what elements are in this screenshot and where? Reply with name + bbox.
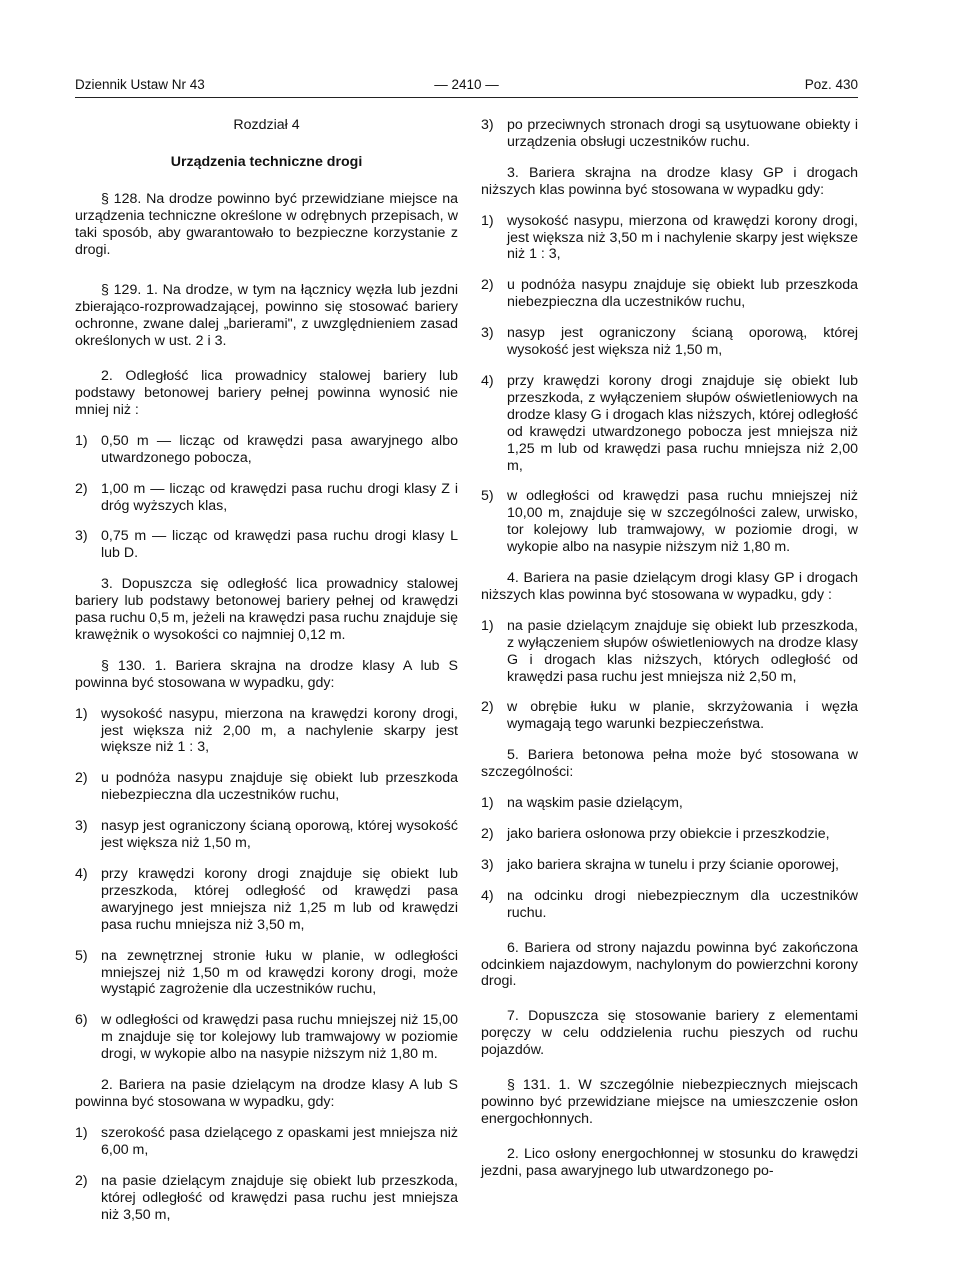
list-item: [481, 618, 858, 686]
paragraph-129-2: 2. Odległość lica prowadnicy stalowej bariery lub podstawy betonowej bariery pełnej powinna wynosić nie mniej niż :: [75, 368, 458, 418]
paragraph-131-2: 2. Lico osłony energochłonnej w stosunku do krawędzi jezdni, pasa awaryjnego lub utwardzonego po-: [481, 1145, 858, 1179]
list-item: [481, 325, 858, 359]
list-item: [75, 433, 458, 467]
list-item: [481, 488, 858, 556]
list-text: na pasie dzielącym znajduje się obiekt lub przeszkoda, z wyłączeniem słupów oświetleniowych na drodze klasy G i drogach klas niższych, których odległość od krawędzi pasa ruchu jest mniejsza niż 2,50 m,: [507, 617, 858, 685]
header-rule: [75, 97, 858, 98]
list-number: 3): [75, 528, 88, 545]
list-number: 2): [481, 826, 494, 842]
paragraph-131-1: § 131. 1. W szczególnie niebezpiecznych miejscach powinno być przewidziane miejsce na umieszczenie osłon energochłonnych.: [481, 1077, 858, 1127]
paragraph-130-4: 4. Bariera na pasie dzielącym drogi klasy GP i drogach niższych klas powinna być stosowana w wypadku, gdy :: [481, 570, 858, 603]
list-text: na wąskim pasie dzielącym,: [507, 795, 683, 812]
list-text: u podnóża nasypu znajduje się obiekt lub przeszkoda niebezpieczna dla uczestników ruchu,: [507, 277, 858, 311]
paragraph-130-5: 5. Bariera betonowa pełna może być stosowana w szczególności:: [481, 747, 858, 781]
list-item: [481, 373, 858, 474]
list-item: [75, 528, 458, 562]
list-text: na zewnętrznej stronie łuku w planie, w odległości mniejszej niż 1,50 m od krawędzi korony drogi, może wystąpić zagrożenie dla uczestników ruchu,: [101, 947, 458, 998]
list-text: 1,00 m — licząc od krawędzi pasa ruchu drogi klasy Z i dróg wyższych klas,: [101, 480, 458, 514]
list-number: 3): [481, 856, 494, 873]
list-number: 3): [75, 818, 88, 835]
list-text: 0,75 m — licząc od krawędzi pasa ruchu drogi klasy L lub D.: [101, 528, 458, 562]
list-text: nasyp jest ograniczony ścianą oporową, której wysokość jest większa niż 1,50 m,: [101, 818, 458, 852]
list-number: 1): [481, 212, 494, 229]
list-item: [481, 213, 858, 264]
list-item: [75, 1173, 458, 1224]
list-item: [481, 117, 858, 151]
list-item: [481, 826, 858, 843]
list-number: 1): [481, 795, 494, 812]
list-text: wysokość nasypu, mierzona na krawędzi korony drogi, jest większa niż 2,00 m, a nachylenie skarpy jest większe niż 1 : 3,: [101, 705, 458, 756]
right-column: [481, 117, 858, 1194]
list-number: 3): [481, 325, 494, 342]
list-number: 1): [75, 432, 88, 449]
list-item: [75, 866, 458, 934]
list-item: [75, 481, 458, 515]
list-item: [75, 1012, 458, 1063]
list-number: 5): [75, 947, 88, 964]
chapter-title: Urządzenia techniczne drogi: [170, 153, 363, 170]
chapter-number: Rozdział 4: [233, 117, 300, 133]
list-text: w odległości od krawędzi pasa ruchu mniejszej niż 10,00 m, znajduje się w szczególności zalew, urwisko, tor kolejowy lub tramwajowy, w poziomie drogi, w wykopie albo na nasypie niższym niż 1,80 m.: [507, 488, 858, 556]
paragraph-129-3: 3. Dopuszcza się odległość lica prowadnicy stalowej bariery lub podstawy betonowej bariery pełnej od krawędzi pasa ruchu 0,5 m, jeżeli na krawędzi pasa ruchu znajduje się krawężnik o wysokości co najmniej 0,12 m.: [75, 576, 458, 643]
paragraph-130-2: 2. Bariera na pasie dzielącym na drodze klasy A lub S powinna być stosowana w wypadku, gdy:: [75, 1077, 458, 1110]
list-number: 2): [481, 277, 494, 294]
list-item: [75, 1125, 458, 1159]
list-text: na pasie dzielącym znajduje się obiekt lub przeszkoda, której odległość od krawędzi pasa ruchu jest mniejsza niż 3,50 m,: [101, 1172, 458, 1223]
page-header: [75, 77, 858, 97]
list-text: na odcinku drogi niebezpiecznym dla uczestników ruchu.: [507, 887, 858, 921]
paragraph-130-3: 3. Bariera skrajna na drodze klasy GP i drogach niższych klas powinna być stosowana w wypadku gdy:: [481, 164, 858, 198]
list-number: 4): [481, 887, 494, 904]
paragraph-128: § 128. Na drodze powinno być przewidziane miejsce na urządzenia techniczne określone w odrębnych przepisach, w taki sposób, aby gwarantowało to bezpieczne korzystanie z drogi.: [75, 190, 458, 258]
left-column: [75, 117, 458, 1237]
list-text: przy krawędzi korony drogi znajduje się obiekt lub przeszkoda, z wyłączeniem słupów oświetleniowych na drodze klasy G i drogach klas niższych, której odległość od krawędzi utwardzonego pobocza jest mniejsza niż 1,25 m lub od krawędzi pasa ruchu mniejsza niż 2,00 m,: [507, 372, 858, 474]
list-text: szerokość pasa dzielącego z opaskami jest mniejsza niż 6,00 m,: [101, 1124, 458, 1158]
list-item: [75, 818, 458, 852]
position-number: Poz. 430: [804, 77, 858, 92]
list-number: 4): [75, 866, 88, 882]
journal-title: Dziennik Ustaw Nr 43: [75, 77, 205, 92]
list-number: 1): [481, 617, 494, 634]
page-number: — 2410 —: [434, 77, 499, 92]
list-item: [75, 706, 458, 757]
paragraph-130-1: § 130. 1. Bariera skrajna na drodze klasy A lub S powinna być stosowana w wypadku, gdy:: [75, 657, 458, 691]
list-item: [481, 277, 858, 311]
list-text: nasyp jest ograniczony ścianą oporową, której wysokość jest większa niż 1,50 m,: [507, 325, 858, 359]
list-item: [481, 699, 858, 733]
list-number: 2): [75, 480, 88, 497]
list-text: w odległości od krawędzi pasa ruchu mniejszej niż 15,00 m znajduje się tor kolejowy lub tramwajowy w poziomie drogi, w wykopie albo na nasypie niższym niż 1,80 m.: [101, 1012, 458, 1063]
list-number: 1): [75, 1124, 88, 1141]
list-number: 1): [75, 705, 88, 722]
list-text: u podnóża nasypu znajduje się obiekt lub przeszkoda niebezpieczna dla uczestników ruchu,: [101, 770, 458, 804]
list-item: [481, 888, 858, 922]
list-number: 4): [481, 372, 494, 389]
list-text: jako bariera skrajna w tunelu i przy ścianie oporowej,: [507, 856, 839, 873]
list-number: 2): [75, 1172, 88, 1189]
paragraph-130-7: 7. Dopuszcza się stosowanie bariery z elementami poręczy w celu oddzielenia ruchu pieszych od ruchu pojazdów.: [481, 1008, 858, 1059]
list-number: 3): [481, 117, 494, 133]
list-item: [75, 948, 458, 999]
list-text: wysokość nasypu, mierzona od krawędzi korony drogi, jest większa niż 3,50 m i nachylenie skarpy jest większe niż 1 : 3,: [507, 212, 858, 263]
list-number: 2): [481, 699, 494, 716]
list-text: przy krawędzi korony drogi znajduje się obiekt lub przeszkoda, której odległość od krawędzi pasa awaryjnego jest mniejsza niż 1,25 m lub od krawędzi pasa ruchu mniejsza niż 3,50 m,: [101, 866, 458, 933]
paragraph-129-1: § 129. 1. Na drodze, w tym na łącznicy węzła lub jezdni zbierająco-rozprowadzającej, powinno się stosować bariery ochronne, zwane dalej „barierami", z uwzględnieniem zasad określonych w ust. 2 i 3.: [75, 282, 458, 350]
list-number: 6): [75, 1012, 88, 1029]
list-text: po przeciwnych stronach drogi są usytuowane obiekty i urządzenia obsługi uczestników ruchu.: [507, 117, 858, 150]
paragraph-130-6: 6. Bariera od strony najazdu powinna być zakończona odcinkiem najazdowym, nachylonym do powierzchni korony drogi.: [481, 939, 858, 990]
list-text: w obrębie łuku w planie, skrzyżowania i węzła wymagają tego warunki bezpieczeństwa.: [507, 699, 858, 733]
list-item: [481, 795, 858, 812]
list-number: 5): [481, 488, 494, 505]
list-number: 2): [75, 770, 88, 787]
list-text: 0,50 m — licząc od krawędzi pasa awaryjnego albo utwardzonego pobocza,: [101, 432, 458, 466]
list-item: [75, 770, 458, 804]
list-item: [481, 857, 858, 874]
list-text: jako bariera osłonowa przy obiekcie i przeszkodzie,: [507, 826, 830, 842]
